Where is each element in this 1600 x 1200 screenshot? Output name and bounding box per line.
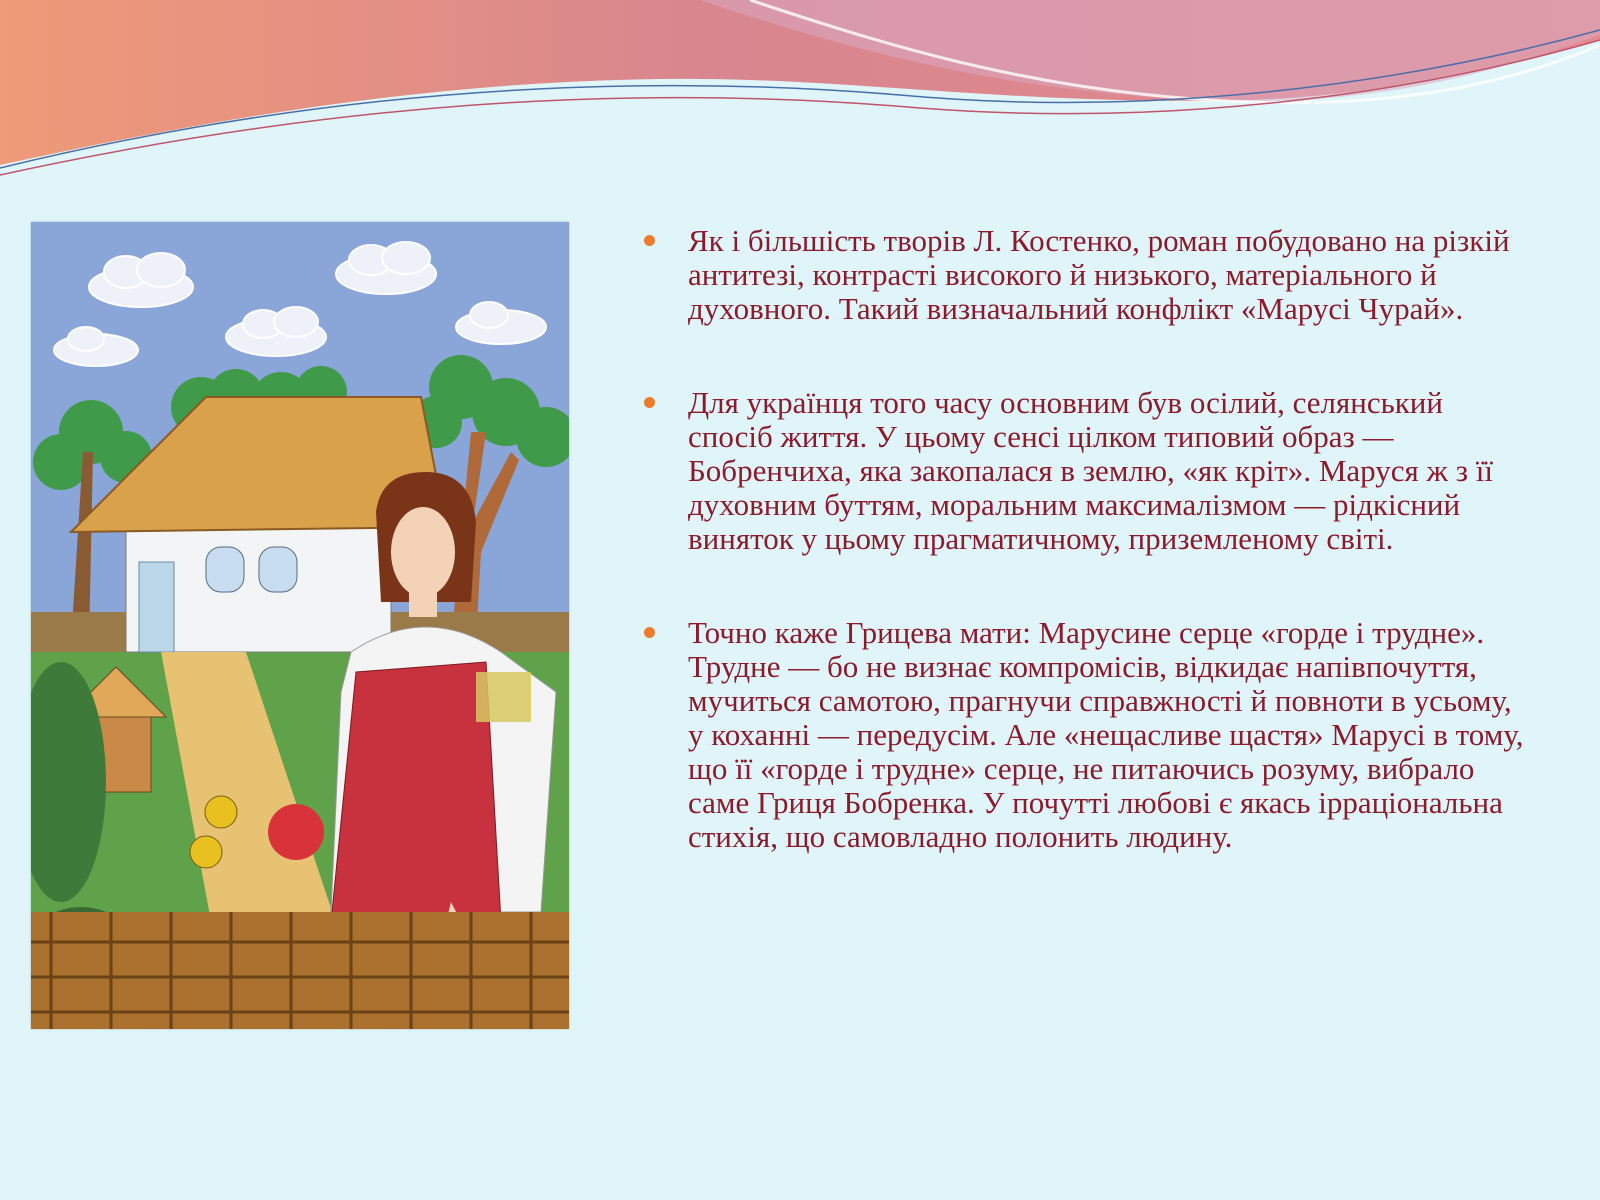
bullet-text: Як і більшість творів Л. Костенко, роман побудовано на різкій антитезі, контрасті високого й низького, матеріального й духовного. Такий визначальний конфлікт «Марусі Чурай». bbox=[688, 223, 1510, 326]
bullet-dot-icon bbox=[644, 235, 655, 246]
bullet-text: Для українця того часу основним був осілий, селянський спосіб життя. У цьому сенсі цілком типовий образ — Бобренчиха, яка закопалася в землю, «як кріт». Маруся ж з її духовним буттям, моральним максималізмом — рідкісний виняток у цьому прагматичному, приземленому світі. bbox=[688, 385, 1493, 556]
folk-painting-illustration bbox=[31, 222, 569, 1029]
bullet-item bbox=[640, 224, 1530, 326]
bullet-dot-icon bbox=[644, 627, 655, 638]
bullet-item bbox=[640, 386, 1530, 556]
header-wave-decoration bbox=[0, 0, 1600, 190]
bullet-dot-icon bbox=[644, 397, 655, 408]
bullet-item bbox=[640, 616, 1530, 854]
bullet-text: Точно каже Грицева мати: Марусине серце «горде і трудне». Трудне — бо не визнає компромісів, відкидає напівпочуття, мучиться самотою, прагнучи справжності й повноти в усьому, у коханні — передусім. Але «нещасливе щастя» Марусі в тому, що її «горде і трудне» серце, не питаючись розуму, вибрало саме Гриця Бобренка. У почутті любові є якась ірраціональна стихія, що самовладно полонить людину. bbox=[688, 615, 1524, 854]
bullet-list bbox=[640, 224, 1530, 914]
